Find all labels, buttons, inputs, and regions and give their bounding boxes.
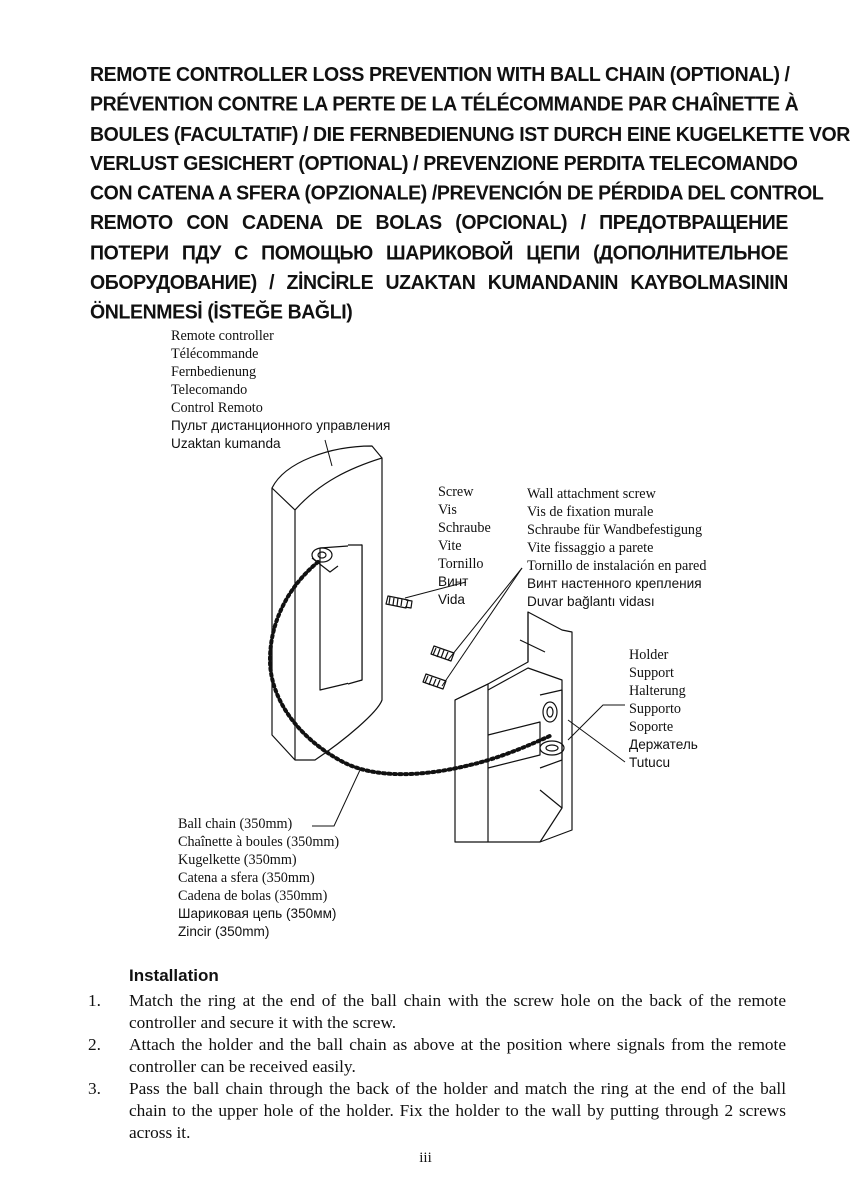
label-line: Duvar bağlantı vidası xyxy=(527,594,655,609)
step-number: 3. xyxy=(88,1079,101,1098)
label-line: Kugelkette (350mm) xyxy=(178,852,297,868)
label-line: Control Remoto xyxy=(171,400,263,416)
label-line: Holder xyxy=(629,647,669,663)
label-line: Télécommande xyxy=(171,346,259,362)
label-line: Soporte xyxy=(629,719,674,735)
step-text: Match the ring at the end of the ball chain with the screw hole on the back of the remote controller and secure it with the screw. xyxy=(129,991,786,1032)
label-line: Vite xyxy=(438,538,462,554)
title-line: ОБОРУДОВАНИЕ) / ZİNCİRLE UZAKTAN KUMANDANIN KAYBOLMASININ xyxy=(90,271,788,295)
title-line: ПОТЕРИ ПДУ С ПОМОЩЬЮ ШАРИКОВОЙ ЦЕПИ (ДОПОЛНИТЕЛЬНОЕ xyxy=(90,241,788,265)
label-line: Telecomando xyxy=(171,382,248,398)
page-number: iii xyxy=(419,1150,432,1166)
label-line: Schraube für Wandbefestigung xyxy=(527,522,703,538)
label-line: Vis de fixation murale xyxy=(527,504,654,520)
label-line: Vite fissaggio a parete xyxy=(527,540,654,556)
label-line: Tutucu xyxy=(629,755,671,770)
title-line: REMOTE CONTROLLER LOSS PREVENTION WITH BALL CHAIN (OPTIONAL) / xyxy=(90,63,790,87)
label-line: Vida xyxy=(438,592,465,607)
label-line: Zincir (350mm) xyxy=(178,924,270,939)
label-line: Halterung xyxy=(629,683,686,699)
installation-step xyxy=(88,990,786,1034)
title-line: VERLUST GESICHERT (OPTIONAL) / PREVENZIONE PERDITA TELECOMANDO xyxy=(90,152,798,176)
holder-illustration xyxy=(455,612,572,842)
label-line: Cadena de bolas (350mm) xyxy=(178,888,328,904)
wall-screws-illustration xyxy=(423,646,454,689)
label-line: Remote controller xyxy=(171,328,274,344)
label-line: Chaînette à boules (350mm) xyxy=(178,834,340,850)
step-text: Attach the holder and the ball chain as above at the position where signals from the remote controller can be received easily. xyxy=(129,1035,786,1076)
label-line: Fernbedienung xyxy=(171,364,257,380)
ball-chain-label xyxy=(178,815,339,941)
label-line: Catena a sfera (350mm) xyxy=(178,870,315,886)
label-line: Tornillo xyxy=(438,556,484,572)
title-line: PRÉVENTION CONTRE LA PERTE DE LA TÉLÉCOMMANDE PAR CHAÎNETTE À xyxy=(90,92,799,116)
label-line: Supporto xyxy=(629,701,682,717)
label-line: Support xyxy=(629,665,674,681)
label-line: Screw xyxy=(438,484,474,500)
label-line: Держатель xyxy=(629,737,698,752)
installation-step xyxy=(88,1078,786,1144)
label-line: Шариковая цепь (350мм) xyxy=(178,906,337,921)
holder-label xyxy=(629,646,698,772)
label-line: Винт настенного крепления xyxy=(527,576,702,591)
screw-illustration xyxy=(386,596,412,608)
remote-controller-label xyxy=(171,327,390,453)
title-line: CON CATENA A SFERA (OPZIONALE) /PREVENCIÓN DE PÉRDIDA DEL CONTROL xyxy=(90,181,824,206)
installation-steps xyxy=(88,990,786,1144)
installation-heading: Installation xyxy=(129,966,219,985)
label-line: Ball chain (350mm) xyxy=(178,816,293,832)
step-text: Pass the ball chain through the back of the holder and match the ring at the end of the ball chain to the upper hole of the holder. Fix the holder to the wall by putting through 2 screws across it. xyxy=(129,1079,786,1142)
title-line: REMOTO CON CADENA DE BOLAS (OPCIONAL) / ПРЕДОТВРАЩЕНИЕ xyxy=(90,211,788,235)
step-number: 2. xyxy=(88,1035,101,1054)
label-line: Schraube xyxy=(438,520,491,536)
label-line: Uzaktan kumanda xyxy=(171,436,281,451)
step-number: 1. xyxy=(88,991,101,1010)
label-line: Vis xyxy=(438,502,457,518)
label-line: Wall attachment screw xyxy=(527,486,656,502)
title-line: BOULES (FACULTATIF) / DIE FERNBEDIENUNG IST DURCH EINE KUGELKETTE VOR xyxy=(90,122,850,146)
wall-screw-label xyxy=(527,485,706,611)
installation-step xyxy=(88,1034,786,1078)
screw-label xyxy=(438,483,491,609)
label-line: Винт xyxy=(438,574,469,589)
label-line: Tornillo de instalación en pared xyxy=(527,558,707,574)
label-line: Пульт дистанционного управления xyxy=(171,418,391,433)
title-line: ÖNLENMESİ (İSTEĞE BAĞLI) xyxy=(90,300,353,324)
